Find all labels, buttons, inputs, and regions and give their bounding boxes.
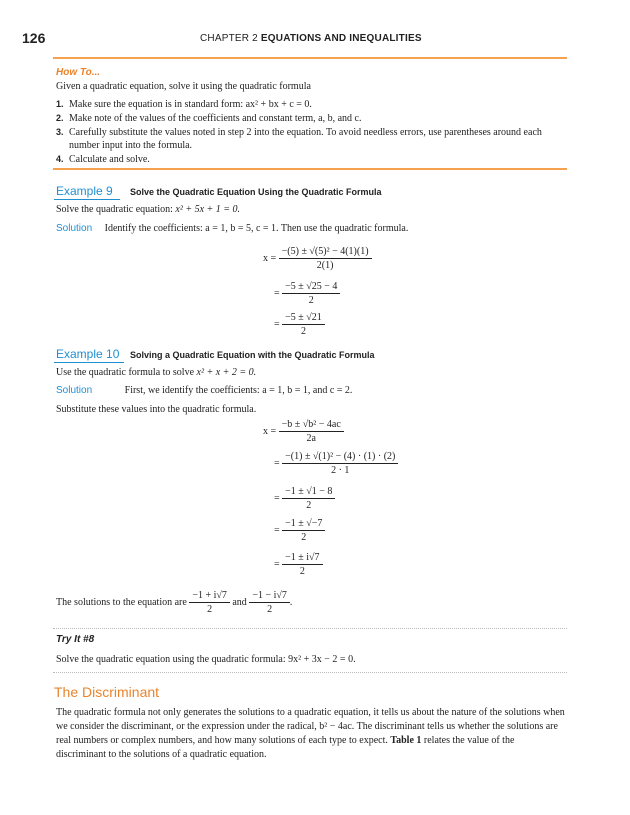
- example10-underline: [54, 362, 124, 363]
- example9-underline: [54, 199, 120, 200]
- page-number: 126: [22, 30, 46, 46]
- howto-top-rule: [53, 57, 567, 59]
- tryit-bottom-rule: [53, 672, 567, 673]
- example9-label: Example 9: [56, 184, 113, 198]
- example9-title: Solve the Quadratic Equation Using the Quadratic Formula: [130, 187, 382, 197]
- example9-solution: Solution Identify the coefficients: a = 1, b = 5, c = 1. Then use the quadratic formula.: [56, 223, 409, 234]
- chapter-heading: [200, 33, 422, 44]
- solution-label: Solution: [56, 385, 93, 396]
- example10-line5: = $\frac{-1 \pm i√7}{2}$: [274, 552, 323, 577]
- chapter-prefix: CHAPTER 2: [200, 33, 258, 44]
- example9-line1: x = $\frac{\text{−(5) ± √(5)² − 4(1)(1)}}{2(1)}$: [263, 246, 372, 271]
- howto-steps: [56, 98, 566, 167]
- howto-step: 3. Carefully substitute the values noted in step 2 into the equation. To avoid needless errors, use parentheses around each number input into the formula.: [56, 127, 542, 151]
- tryit-top-rule: [53, 628, 567, 629]
- table-reference: Table 1: [390, 735, 422, 746]
- example10-title: Solving a Quadratic Equation with the Quadratic Formula: [130, 350, 375, 360]
- howto-intro: Given a quadratic equation, solve it using the quadratic formula: [56, 81, 311, 92]
- section-heading-discriminant: The Discriminant: [54, 684, 160, 700]
- chapter-title: EQUATIONS AND INEQUALITIES: [260, 33, 422, 44]
- example10-line4: = $\frac{-1 \pm √-7}{2}$: [274, 518, 325, 543]
- howto-step: 4. Calculate and solve.: [56, 154, 150, 165]
- discriminant-paragraph: The quadratic formula not only generates the solutions to a quadratic equation, it tells us about the nature of the solutions when we consider the discriminant, or the expression under the radical, b² − 4ac. The discriminant tells us whether the solutions are real numbers or complex numbers, and how many solutions of each type to expect. Table 1 relates the value of the discriminant to the solutions of a quadratic equation.: [56, 707, 565, 760]
- example10-label: Example 10: [56, 347, 120, 361]
- example9-problem: Solve the quadratic equation: x² + 5x + 1 = 0.: [56, 204, 241, 215]
- tryit-text: Solve the quadratic equation using the quadratic formula: 9x² + 3x − 2 = 0.: [56, 654, 356, 665]
- example10-line3: = $\frac{-1 \pm √1 - 8}{2}$: [274, 486, 335, 511]
- tryit-heading: Try It #8: [56, 634, 95, 645]
- solution-label: Solution: [56, 223, 93, 234]
- howto-step: 1. Make sure the equation is in standard form: ax² + bx + c = 0.: [56, 99, 312, 110]
- howto-heading: How To...: [56, 67, 101, 78]
- example9-line2: = $\frac{-5 \pm √25 - 4}{2}$: [274, 281, 340, 306]
- example9-line3: = $\frac{-5 \pm √21}{2}$: [274, 312, 325, 337]
- howto-step: 2. Make note of the values of the coefficients and constant term, a, b, and c.: [56, 113, 362, 124]
- example10-line1: x = $\frac{\text{−b ± √b² − 4ac}}{2a}$: [263, 419, 344, 444]
- example10-solution: Solution First, we identify the coefficients: a = 1, b = 1, and c = 2.: [56, 385, 353, 396]
- example10-line2: = $\frac{\text{−(1) ± √(1)² − (4) · (1) · (2)}}{2 \cdot 1}$: [274, 451, 398, 476]
- example10-problem: Use the quadratic formula to solve x² + x + 2 = 0.: [56, 367, 257, 378]
- example10-conclusion: The solutions to the equation are $\frac{-1 + i√7}{2}$ and $\frac{-1 - i√7}{2}$ .: [56, 590, 293, 615]
- example10-substitute: Substitute these values into the quadratic formula.: [56, 404, 257, 415]
- howto-bottom-rule: [53, 168, 567, 170]
